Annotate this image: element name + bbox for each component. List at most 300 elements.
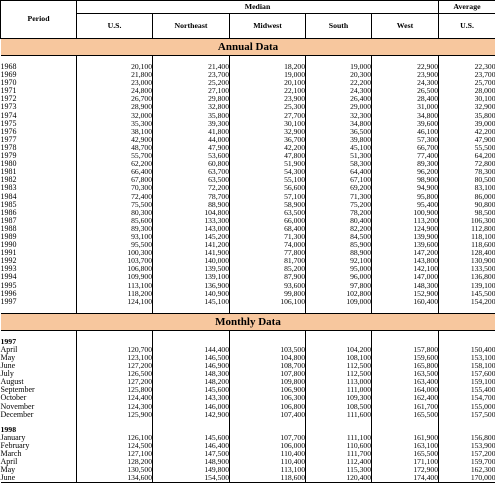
value-cell: 55,500 — [439, 144, 495, 152]
value-cell: 104,800 — [153, 209, 230, 217]
period-cell: 1975 — [0, 118, 17, 128]
period-cell: 1976 — [0, 126, 17, 136]
value-cell: 80,400 — [306, 217, 372, 225]
value-cell: 164,000 — [372, 386, 439, 394]
value-cell: 108,700 — [230, 362, 306, 370]
value-cell: 55,100 — [230, 176, 306, 184]
value-cell: 32,900 — [230, 128, 306, 136]
value-cell: 28,000 — [439, 87, 495, 95]
value-cell: 107,700 — [230, 434, 306, 442]
value-cell: 153,100 — [439, 354, 495, 362]
value-cell: 93,100 — [77, 233, 153, 241]
value-cell: 106,900 — [230, 386, 306, 394]
period-cell: March — [0, 449, 22, 459]
value-cell: 145,100 — [153, 298, 230, 306]
value-cell: 124,400 — [77, 394, 153, 402]
value-cell: 62,200 — [77, 160, 153, 168]
value-cell: 26,400 — [306, 95, 372, 103]
value-cell: 35,300 — [77, 120, 153, 128]
value-cell: 124,500 — [77, 442, 153, 450]
value-cell: 56,600 — [230, 184, 306, 192]
value-cell: 30,100 — [439, 95, 495, 103]
value-cell: 146,500 — [153, 354, 230, 362]
value-cell: 154,700 — [439, 394, 495, 402]
value-cell: 106,000 — [230, 442, 306, 450]
period-cell: 1981 — [0, 167, 17, 177]
period-cell: 1989 — [0, 231, 17, 241]
col-west: West — [372, 14, 439, 39]
annual-section — [1, 39, 495, 56]
value-cell: 23,700 — [439, 71, 495, 79]
value-cell: 109,900 — [77, 273, 153, 281]
value-cell: 77,800 — [230, 249, 306, 257]
value-cell: 23,000 — [77, 79, 153, 87]
value-cell: 106,800 — [77, 265, 153, 273]
value-cell: 83,100 — [439, 184, 495, 192]
value-cell: 143,000 — [153, 225, 230, 233]
period-cell: August — [0, 377, 24, 387]
value-cell: 170,000 — [439, 474, 495, 483]
value-cell: 110,600 — [306, 442, 372, 450]
value-cell: 63,500 — [153, 176, 230, 184]
value-cell: 162,300 — [439, 466, 495, 474]
col-us-average: U.S. — [439, 14, 495, 39]
value-cell: 29,800 — [153, 95, 230, 103]
value-cell: 81,700 — [230, 257, 306, 265]
value-cell: 98,900 — [372, 176, 439, 184]
period-cell: 1969 — [0, 70, 17, 80]
value-cell: 55,700 — [77, 152, 153, 160]
value-cell: 42,200 — [439, 128, 495, 136]
value-cell: 163,400 — [372, 378, 439, 386]
period-cell: 1997 — [0, 296, 17, 306]
value-cell: 111,100 — [306, 434, 372, 442]
value-cell: 36,500 — [306, 128, 372, 136]
value-cell: 103,500 — [230, 346, 306, 354]
value-cell: 41,800 — [153, 128, 230, 136]
annual-section-title: Annual Data — [1, 39, 495, 56]
value-cell: 85,200 — [230, 265, 306, 273]
value-cell: 109,300 — [306, 394, 372, 402]
value-cell: 86,000 — [439, 193, 495, 201]
value-cell: 39,600 — [372, 120, 439, 128]
value-cell: 89,300 — [372, 160, 439, 168]
value-cell: 21,400 — [153, 63, 230, 71]
value-cell: 150,400 — [439, 346, 495, 354]
period-cell: 1977 — [0, 134, 17, 144]
value-cell: 120,700 — [77, 346, 153, 354]
period-cell: January — [0, 432, 26, 442]
period-cell: 1968 — [0, 62, 17, 71]
value-cell: 57,100 — [230, 193, 306, 201]
value-cell: 156,800 — [439, 434, 495, 442]
value-cell: 63,700 — [153, 168, 230, 176]
value-cell: 146,000 — [153, 403, 230, 411]
value-cell: 25,200 — [153, 79, 230, 87]
table-header — [1, 1, 495, 39]
value-cell: 35,800 — [153, 112, 230, 120]
value-cell: 78,700 — [153, 193, 230, 201]
value-cell: 118,100 — [439, 233, 495, 241]
period-cell: November — [0, 401, 35, 411]
value-cell: 58,900 — [230, 201, 306, 209]
value-cell: 64,200 — [439, 152, 495, 160]
period-cell: 1983 — [0, 183, 17, 193]
value-cell: 23,900 — [230, 95, 306, 103]
value-cell: 99,800 — [230, 290, 306, 298]
period-cell: June — [1, 474, 77, 483]
value-cell: 111,600 — [306, 411, 372, 419]
value-cell: 102,800 — [306, 290, 372, 298]
period-cell: June — [0, 361, 16, 371]
value-cell: 118,600 — [439, 241, 495, 249]
period-cell: 1992 — [0, 256, 17, 266]
monthly-section — [1, 313, 495, 330]
period-cell: 1994 — [0, 272, 17, 282]
value-cell: 130,900 — [439, 257, 495, 265]
value-cell: 153,900 — [439, 442, 495, 450]
value-cell: 152,900 — [372, 290, 439, 298]
value-cell: 25,300 — [230, 103, 306, 111]
value-cell: 34,800 — [306, 120, 372, 128]
spacer-row — [1, 306, 495, 314]
value-cell: 23,900 — [372, 71, 439, 79]
value-cell: 139,500 — [153, 265, 230, 273]
value-cell: 145,500 — [439, 290, 495, 298]
value-cell: 98,500 — [439, 209, 495, 217]
value-cell: 32,000 — [77, 112, 153, 120]
value-cell: 109,000 — [306, 298, 372, 306]
average-header: Average — [439, 1, 495, 14]
value-cell: 72,200 — [153, 184, 230, 192]
value-cell: 148,300 — [153, 370, 230, 378]
period-cell: September — [0, 385, 35, 395]
value-cell: 93,600 — [230, 282, 306, 290]
period-cell: February — [0, 440, 30, 450]
value-cell: 32,800 — [153, 103, 230, 111]
value-cell: 90,800 — [439, 201, 495, 209]
value-cell: 113,100 — [230, 466, 306, 474]
value-cell: 22,300 — [439, 63, 495, 71]
value-cell: 29,000 — [306, 103, 372, 111]
value-cell: 42,200 — [230, 144, 306, 152]
value-cell: 71,300 — [306, 193, 372, 201]
value-cell: 106,300 — [230, 394, 306, 402]
value-cell: 69,200 — [306, 184, 372, 192]
period-cell: May — [0, 465, 16, 475]
value-cell: 112,800 — [439, 225, 495, 233]
value-cell: 111,700 — [306, 450, 372, 458]
period-cell: 1974 — [0, 110, 17, 120]
value-cell: 67,100 — [306, 176, 372, 184]
value-cell: 145,200 — [153, 233, 230, 241]
value-cell: 155,400 — [439, 386, 495, 394]
value-cell: 107,800 — [230, 370, 306, 378]
value-cell: 22,200 — [306, 79, 372, 87]
value-cell: 165,800 — [372, 362, 439, 370]
value-cell: 115,300 — [306, 466, 372, 474]
value-cell: 163,500 — [372, 370, 439, 378]
value-cell: 136,800 — [439, 273, 495, 281]
period-cell: 1988 — [0, 223, 17, 233]
value-cell: 94,900 — [372, 184, 439, 192]
value-cell: 124,100 — [77, 298, 153, 306]
value-cell: 124,300 — [77, 403, 153, 411]
table-body — [1, 39, 495, 483]
table-row — [1, 298, 495, 306]
value-cell: 36,700 — [230, 136, 306, 144]
value-cell: 18,200 — [230, 63, 306, 71]
value-cell: 26,500 — [372, 87, 439, 95]
value-cell: 51,900 — [230, 160, 306, 168]
value-cell: 47,900 — [439, 136, 495, 144]
value-cell: 32,300 — [306, 112, 372, 120]
value-cell: 95,000 — [306, 265, 372, 273]
period-cell: 1973 — [0, 102, 17, 112]
value-cell: 25,700 — [439, 79, 495, 87]
value-cell: 39,300 — [153, 120, 230, 128]
value-cell: 159,100 — [439, 378, 495, 386]
value-cell: 57,300 — [372, 136, 439, 144]
value-cell: 104,200 — [306, 346, 372, 354]
value-cell: 165,500 — [372, 450, 439, 458]
value-cell: 71,300 — [230, 233, 306, 241]
value-cell: 51,300 — [306, 152, 372, 160]
value-cell: 155,000 — [439, 403, 495, 411]
value-cell: 100,300 — [77, 249, 153, 257]
value-cell: 66,000 — [230, 217, 306, 225]
value-cell: 108,100 — [306, 354, 372, 362]
value-cell: 160,400 — [372, 298, 439, 306]
value-cell: 100,900 — [372, 209, 439, 217]
period-header: Period — [1, 1, 77, 39]
value-cell: 27,700 — [230, 112, 306, 120]
value-cell: 24,300 — [372, 79, 439, 87]
value-cell: 118,600 — [230, 474, 306, 483]
period-cell: 1991 — [0, 248, 17, 258]
value-cell: 104,800 — [230, 354, 306, 362]
value-cell: 146,400 — [153, 442, 230, 450]
period-cell: 1979 — [0, 151, 17, 161]
col-south: South — [306, 14, 372, 39]
value-cell: 108,500 — [306, 403, 372, 411]
value-cell: 106,300 — [439, 217, 495, 225]
value-cell: 26,700 — [77, 95, 153, 103]
value-cell: 120,400 — [306, 474, 372, 483]
value-cell: 95,800 — [372, 193, 439, 201]
value-cell: 38,100 — [77, 128, 153, 136]
col-us-median: U.S. — [77, 14, 153, 39]
value-cell: 139,100 — [153, 273, 230, 281]
value-cell: 42,900 — [77, 136, 153, 144]
period-cell: 1996 — [0, 288, 17, 298]
value-cell: 96,200 — [372, 168, 439, 176]
value-cell: 110,400 — [230, 458, 306, 466]
value-cell: 66,400 — [77, 168, 153, 176]
value-cell: 127,200 — [77, 362, 153, 370]
period-cell: 1970 — [0, 78, 17, 88]
value-cell: 144,400 — [153, 346, 230, 354]
value-cell: 147,500 — [153, 450, 230, 458]
value-cell: 82,200 — [306, 225, 372, 233]
period-cell: 1986 — [0, 207, 17, 217]
value-cell: 148,300 — [372, 282, 439, 290]
value-cell: 130,500 — [77, 466, 153, 474]
value-cell: 106,800 — [230, 403, 306, 411]
value-cell: 112,500 — [306, 370, 372, 378]
value-cell: 19,000 — [306, 63, 372, 71]
value-cell: 75,200 — [306, 201, 372, 209]
value-cell: 22,100 — [230, 87, 306, 95]
value-cell: 28,400 — [372, 95, 439, 103]
value-cell: 110,400 — [230, 450, 306, 458]
value-cell: 113,000 — [306, 378, 372, 386]
value-cell: 127,200 — [77, 378, 153, 386]
value-cell: 143,800 — [372, 257, 439, 265]
value-cell: 80,300 — [77, 209, 153, 217]
period-cell: 1978 — [0, 142, 17, 152]
value-cell: 47,900 — [153, 144, 230, 152]
monthly-section-title: Monthly Data — [1, 313, 495, 330]
value-cell: 68,400 — [230, 225, 306, 233]
value-cell: 80,500 — [439, 176, 495, 184]
value-cell: 66,700 — [372, 144, 439, 152]
value-cell: 147,200 — [372, 249, 439, 257]
value-cell: 70,300 — [77, 184, 153, 192]
value-cell: 30,100 — [230, 120, 306, 128]
value-cell: 22,900 — [372, 63, 439, 71]
value-cell: 75,500 — [77, 201, 153, 209]
value-cell: 154,200 — [439, 298, 495, 306]
period-cell: 1972 — [0, 94, 17, 104]
value-cell: 78,300 — [439, 168, 495, 176]
value-cell: 148,200 — [153, 378, 230, 386]
value-cell: 118,200 — [77, 290, 153, 298]
value-cell: 20,100 — [77, 63, 153, 71]
period-cell: October — [0, 393, 27, 403]
value-cell: 159,600 — [372, 354, 439, 362]
value-cell: 85,600 — [77, 217, 153, 225]
value-cell: 154,500 — [153, 474, 230, 483]
value-cell: 44,000 — [153, 136, 230, 144]
value-cell: 77,400 — [372, 152, 439, 160]
value-cell: 106,100 — [230, 298, 306, 306]
value-cell: 139,100 — [439, 282, 495, 290]
value-cell: 128,400 — [439, 249, 495, 257]
value-cell: 60,800 — [153, 160, 230, 168]
value-cell: 159,700 — [439, 458, 495, 466]
year-label: 1997 — [0, 336, 17, 346]
period-cell: July — [0, 369, 14, 379]
value-cell: 53,600 — [153, 152, 230, 160]
value-cell: 141,900 — [153, 249, 230, 257]
median-header: Median — [77, 1, 439, 14]
period-cell: 1985 — [0, 199, 17, 209]
value-cell: 24,300 — [306, 87, 372, 95]
value-cell: 123,100 — [77, 354, 153, 362]
value-cell: 149,800 — [153, 466, 230, 474]
value-cell: 124,900 — [372, 225, 439, 233]
value-cell: 95,400 — [372, 201, 439, 209]
value-cell: 161,700 — [372, 403, 439, 411]
value-cell: 31,000 — [372, 103, 439, 111]
period-cell: 1995 — [0, 280, 17, 290]
value-cell: 171,100 — [372, 458, 439, 466]
value-cell: 72,400 — [77, 193, 153, 201]
year-label: 1998 — [0, 424, 17, 434]
value-cell: 148,900 — [153, 458, 230, 466]
value-cell: 134,600 — [77, 474, 153, 483]
value-cell: 78,200 — [306, 209, 372, 217]
value-cell: 146,900 — [153, 362, 230, 370]
period-cell: 1984 — [0, 191, 17, 201]
value-cell: 157,800 — [372, 346, 439, 354]
period-cell: 1971 — [0, 86, 17, 96]
value-cell: 39,000 — [439, 120, 495, 128]
value-cell: 127,100 — [77, 450, 153, 458]
value-cell: 128,200 — [77, 458, 153, 466]
period-cell: December — [0, 409, 34, 419]
value-cell: 20,300 — [306, 71, 372, 79]
value-cell: 27,100 — [153, 87, 230, 95]
value-cell: 157,600 — [439, 370, 495, 378]
value-cell: 163,100 — [372, 442, 439, 450]
value-cell: 88,900 — [153, 201, 230, 209]
period-cell: April — [0, 344, 18, 354]
value-cell: 158,100 — [439, 362, 495, 370]
period-cell: 1993 — [0, 264, 17, 274]
value-cell: 54,300 — [230, 168, 306, 176]
value-cell: 157,500 — [439, 411, 495, 419]
value-cell: 74,000 — [230, 241, 306, 249]
value-cell: 174,400 — [372, 474, 439, 483]
col-northeast: Northeast — [153, 14, 230, 39]
col-midwest: Midwest — [230, 14, 306, 39]
value-cell: 143,300 — [153, 394, 230, 402]
value-cell: 113,200 — [372, 217, 439, 225]
value-cell: 165,500 — [372, 411, 439, 419]
value-cell: 95,500 — [77, 241, 153, 249]
value-cell: 162,400 — [372, 394, 439, 402]
value-cell: 140,900 — [153, 290, 230, 298]
value-cell: 145,600 — [153, 434, 230, 442]
value-cell: 147,000 — [372, 273, 439, 281]
value-cell: 126,500 — [77, 370, 153, 378]
value-cell: 88,900 — [306, 249, 372, 257]
value-cell: 97,800 — [306, 282, 372, 290]
value-cell: 23,700 — [153, 71, 230, 79]
value-cell: 87,900 — [230, 273, 306, 281]
value-cell: 45,100 — [306, 144, 372, 152]
value-cell: 113,100 — [77, 282, 153, 290]
value-cell: 125,800 — [77, 386, 153, 394]
value-cell: 63,500 — [230, 209, 306, 217]
value-cell: 84,500 — [306, 233, 372, 241]
period-cell: 1987 — [0, 215, 17, 225]
period-cell: 1990 — [0, 240, 17, 250]
spacer-row — [1, 419, 495, 426]
value-cell: 133,300 — [153, 217, 230, 225]
value-cell: 140,000 — [153, 257, 230, 265]
value-cell: 172,900 — [372, 466, 439, 474]
value-cell: 21,800 — [77, 71, 153, 79]
value-cell: 67,800 — [77, 176, 153, 184]
value-cell: 46,100 — [372, 128, 439, 136]
value-cell: 92,100 — [306, 257, 372, 265]
value-cell: 85,900 — [306, 241, 372, 249]
value-cell: 125,900 — [77, 411, 153, 419]
value-cell: 103,700 — [77, 257, 153, 265]
